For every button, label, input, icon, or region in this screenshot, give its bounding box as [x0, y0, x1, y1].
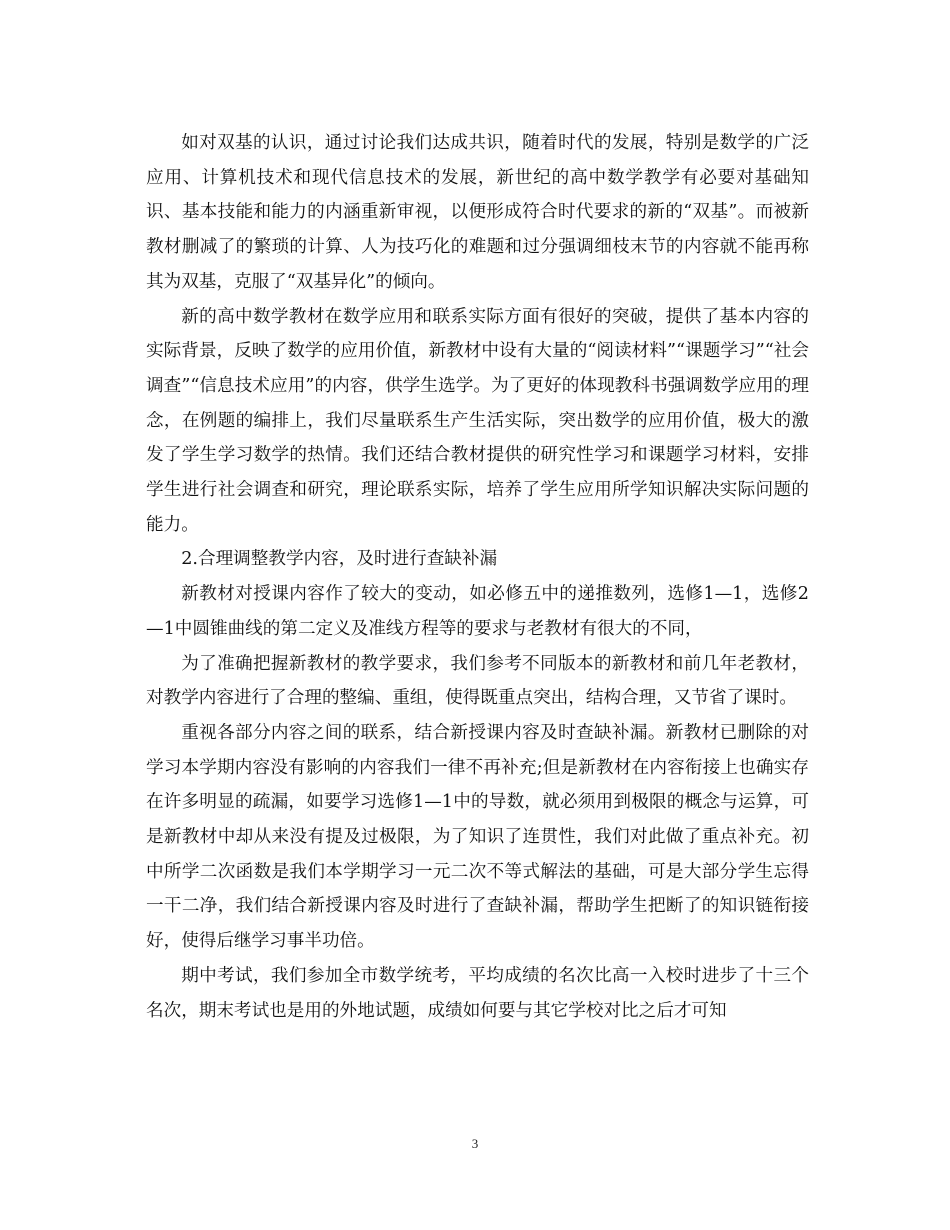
page-body — [146, 126, 809, 1028]
paragraph-restructure: 为了准确把握新教材的教学要求，我们参考不同版本的新教材和前几年老教材，对教学内容进行了合理的整编、重组，使得既重点突出，结构合理，又节省了课时。 — [146, 653, 809, 709]
paragraph-exam-results: 期中考试，我们参加全市数学统考，平均成绩的名次比高一入校时进步了十三个名次，期末考试也是用的外地试题，成绩如何要与其它学校对比之后才可知 — [146, 965, 809, 1021]
page-number: 3 — [471, 1136, 479, 1151]
paragraph-textbook-application: 新的高中数学教材在数学应用和联系实际方面有很好的突破，提供了基本内容的实际背景，反映了数学的应用价值，新教材中设有大量的“阅读材料”“课题学习”“社会调查”“信息技术应用”的内容，供学生选学。为了更好的体现教科书强调数学应用的理念，在例题的编排上，我们尽量联系生产生活实际，突出数学的应用价值，极大的激发了学生学习数学的热情。我们还结合教材提供的研究性学习和课题学习材料，安排学生进行社会调查和研究，理论联系实际，培养了学生应用所学知识解决实际问题的能力。 — [146, 306, 809, 535]
section-heading: 2.合理调整教学内容，及时进行查缺补漏 — [181, 549, 498, 570]
paragraph-fill-gaps: 重视各部分内容之间的联系，结合新授课内容及时查缺补漏。新教材已删除的对学习本学期内容没有影响的内容我们一律不再补充;但是新教材在内容衔接上也确实存在许多明显的疏漏，如要学习选修1—1中的导数，就必须用到极限的概念与运算，可是新教材中却从来没有提及过极限，为了知识了连贯性，我们对此做了重点补充。初中所学二次函数是我们本学期学习一元二次不等式解法的基础，可是大部分学生忘得一干二净，我们结合新授课内容及时进行了查缺补漏，帮助学生把断了的知识链衔接好，使得后继学习事半功倍。 — [146, 722, 809, 952]
paragraph-content-changes: 新教材对授课内容作了较大的变动，如必修五中的递推数列，选修1—1，选修2—1中圆锥曲线的第二定义及准线方程等的要求与老教材有很大的不同， — [146, 584, 809, 639]
paragraph-double-basics: 如对双基的认识，通过讨论我们达成共识，随着时代的发展，特别是数学的广泛应用、计算机技术和现代信息技术的发展，新世纪的高中数学教学有必要对基础知识、基本技能和能力的内涵重新审视，以便形成符合时代要求的新的“双基”。而被新教材删减了的繁琐的计算、人为技巧化的难题和过分强调细枝末节的内容就不能再称其为双基，克服了“双基异化”的倾向。 — [146, 133, 809, 292]
